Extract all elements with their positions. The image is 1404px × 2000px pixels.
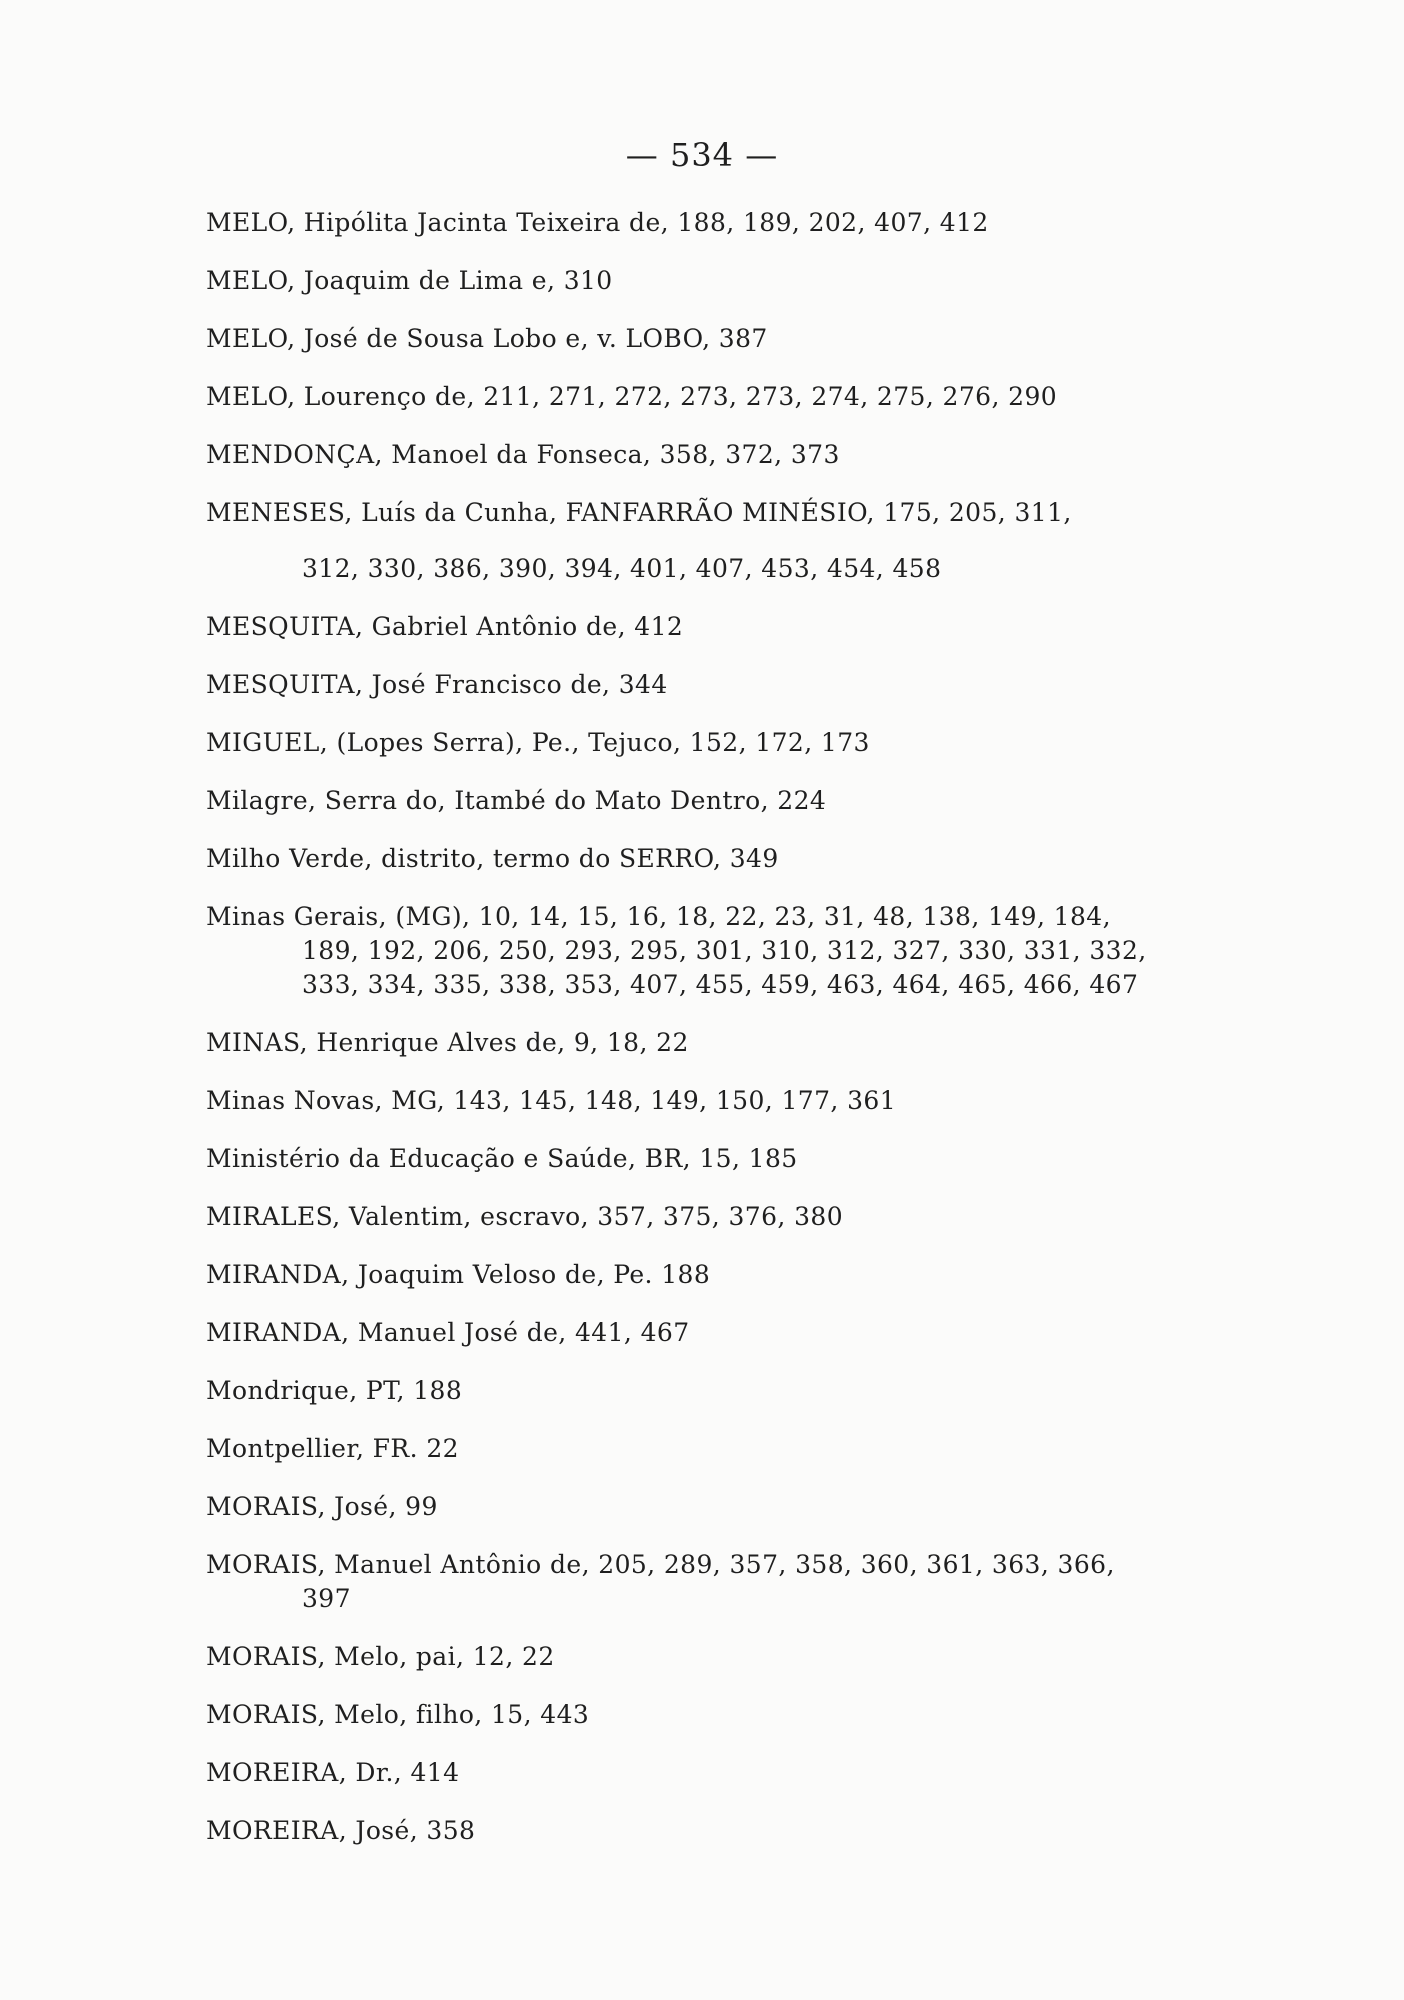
index-entry — [206, 1814, 1226, 1848]
index-entry-line: Milho Verde, distrito, termo do SERRO, 349 — [206, 844, 779, 873]
index-entry-line: MOREIRA, José, 358 — [206, 1816, 476, 1845]
index-entry-line: MORAIS, Melo, pai, 12, 22 — [206, 1642, 555, 1671]
index-entry — [206, 1374, 1226, 1408]
index-entry — [206, 1640, 1226, 1674]
page-number: — 534 — — [625, 136, 779, 174]
index-entry — [206, 496, 1226, 586]
index-entry-line: Ministério da Educação e Saúde, BR, 15, 185 — [206, 1144, 798, 1173]
index-entry — [206, 380, 1226, 414]
index-entry — [206, 1142, 1226, 1176]
index-list — [206, 206, 1226, 1872]
index-entry — [206, 784, 1226, 818]
index-entry — [206, 1200, 1226, 1234]
index-entry-line: Minas Gerais, (MG), 10, 14, 15, 16, 18, 22, 23, 31, 48, 138, 149, 184, — [206, 902, 1111, 931]
index-entry-line: Minas Novas, MG, 143, 145, 148, 149, 150, 177, 361 — [206, 1086, 897, 1115]
index-entry-line: MORAIS, José, 99 — [206, 1492, 438, 1521]
index-entry — [206, 1316, 1226, 1350]
index-entry-line: MELO, Joaquim de Lima e, 310 — [206, 266, 613, 295]
index-entry — [206, 1084, 1226, 1118]
index-entry-line: MELO, Lourenço de, 211, 271, 272, 273, 273, 274, 275, 276, 290 — [206, 382, 1058, 411]
index-entry — [206, 1432, 1226, 1466]
index-entry-continuation: 333, 334, 335, 338, 353, 407, 455, 459, 463, 464, 465, 466, 467 — [302, 970, 1139, 999]
index-entry-line: MINAS, Henrique Alves de, 9, 18, 22 — [206, 1028, 689, 1057]
index-entry — [206, 1026, 1226, 1060]
index-entry-continuation: 397 — [302, 1584, 351, 1613]
index-entry — [206, 1258, 1226, 1292]
index-entry-line: MORAIS, Manuel Antônio de, 205, 289, 357, 358, 360, 361, 363, 366, — [206, 1550, 1115, 1579]
index-entry-continuation: 312, 330, 386, 390, 394, 401, 407, 453, 454, 458 — [302, 554, 942, 583]
index-entry — [206, 438, 1226, 472]
index-entry — [206, 726, 1226, 760]
index-entry-line: MELO, José de Sousa Lobo e, v. LOBO, 387 — [206, 324, 768, 353]
index-entry-line: Milagre, Serra do, Itambé do Mato Dentro, 224 — [206, 786, 827, 815]
index-entry — [206, 264, 1226, 298]
index-entry-line: MELO, Hipólita Jacinta Teixeira de, 188, 189, 202, 407, 412 — [206, 208, 989, 237]
index-entry-line: MENESES, Luís da Cunha, FANFARRÃO MINÉSIO, 175, 205, 311, — [206, 498, 1072, 527]
index-entry-line: MIRANDA, Joaquim Veloso de, Pe. 188 — [206, 1260, 711, 1289]
index-entry — [206, 206, 1226, 240]
index-entry — [206, 1756, 1226, 1790]
index-entry — [206, 1698, 1226, 1732]
index-entry — [206, 1490, 1226, 1524]
index-entry-line: MESQUITA, Gabriel Antônio de, 412 — [206, 612, 684, 641]
index-entry-line: Mondrique, PT, 188 — [206, 1376, 463, 1405]
index-entry-continuation: 189, 192, 206, 250, 293, 295, 301, 310, 312, 327, 330, 331, 332, — [302, 936, 1147, 965]
index-entry-line: MIRALES, Valentim, escravo, 357, 375, 376, 380 — [206, 1202, 844, 1231]
index-entry-line: Montpellier, FR. 22 — [206, 1434, 459, 1463]
index-entry — [206, 322, 1226, 356]
index-entry-line: MORAIS, Melo, filho, 15, 443 — [206, 1700, 590, 1729]
index-entry — [206, 1548, 1226, 1616]
index-entry — [206, 900, 1226, 1002]
index-entry-line: MESQUITA, José Francisco de, 344 — [206, 670, 668, 699]
index-entry-line: MIGUEL, (Lopes Serra), Pe., Tejuco, 152, 172, 173 — [206, 728, 870, 757]
index-entry — [206, 668, 1226, 702]
index-entry — [206, 610, 1226, 644]
index-entry-line: MENDONÇA, Manoel da Fonseca, 358, 372, 373 — [206, 440, 840, 469]
index-entry — [206, 842, 1226, 876]
index-entry-line: MIRANDA, Manuel José de, 441, 467 — [206, 1318, 690, 1347]
index-entry-line: MOREIRA, Dr., 414 — [206, 1758, 460, 1787]
